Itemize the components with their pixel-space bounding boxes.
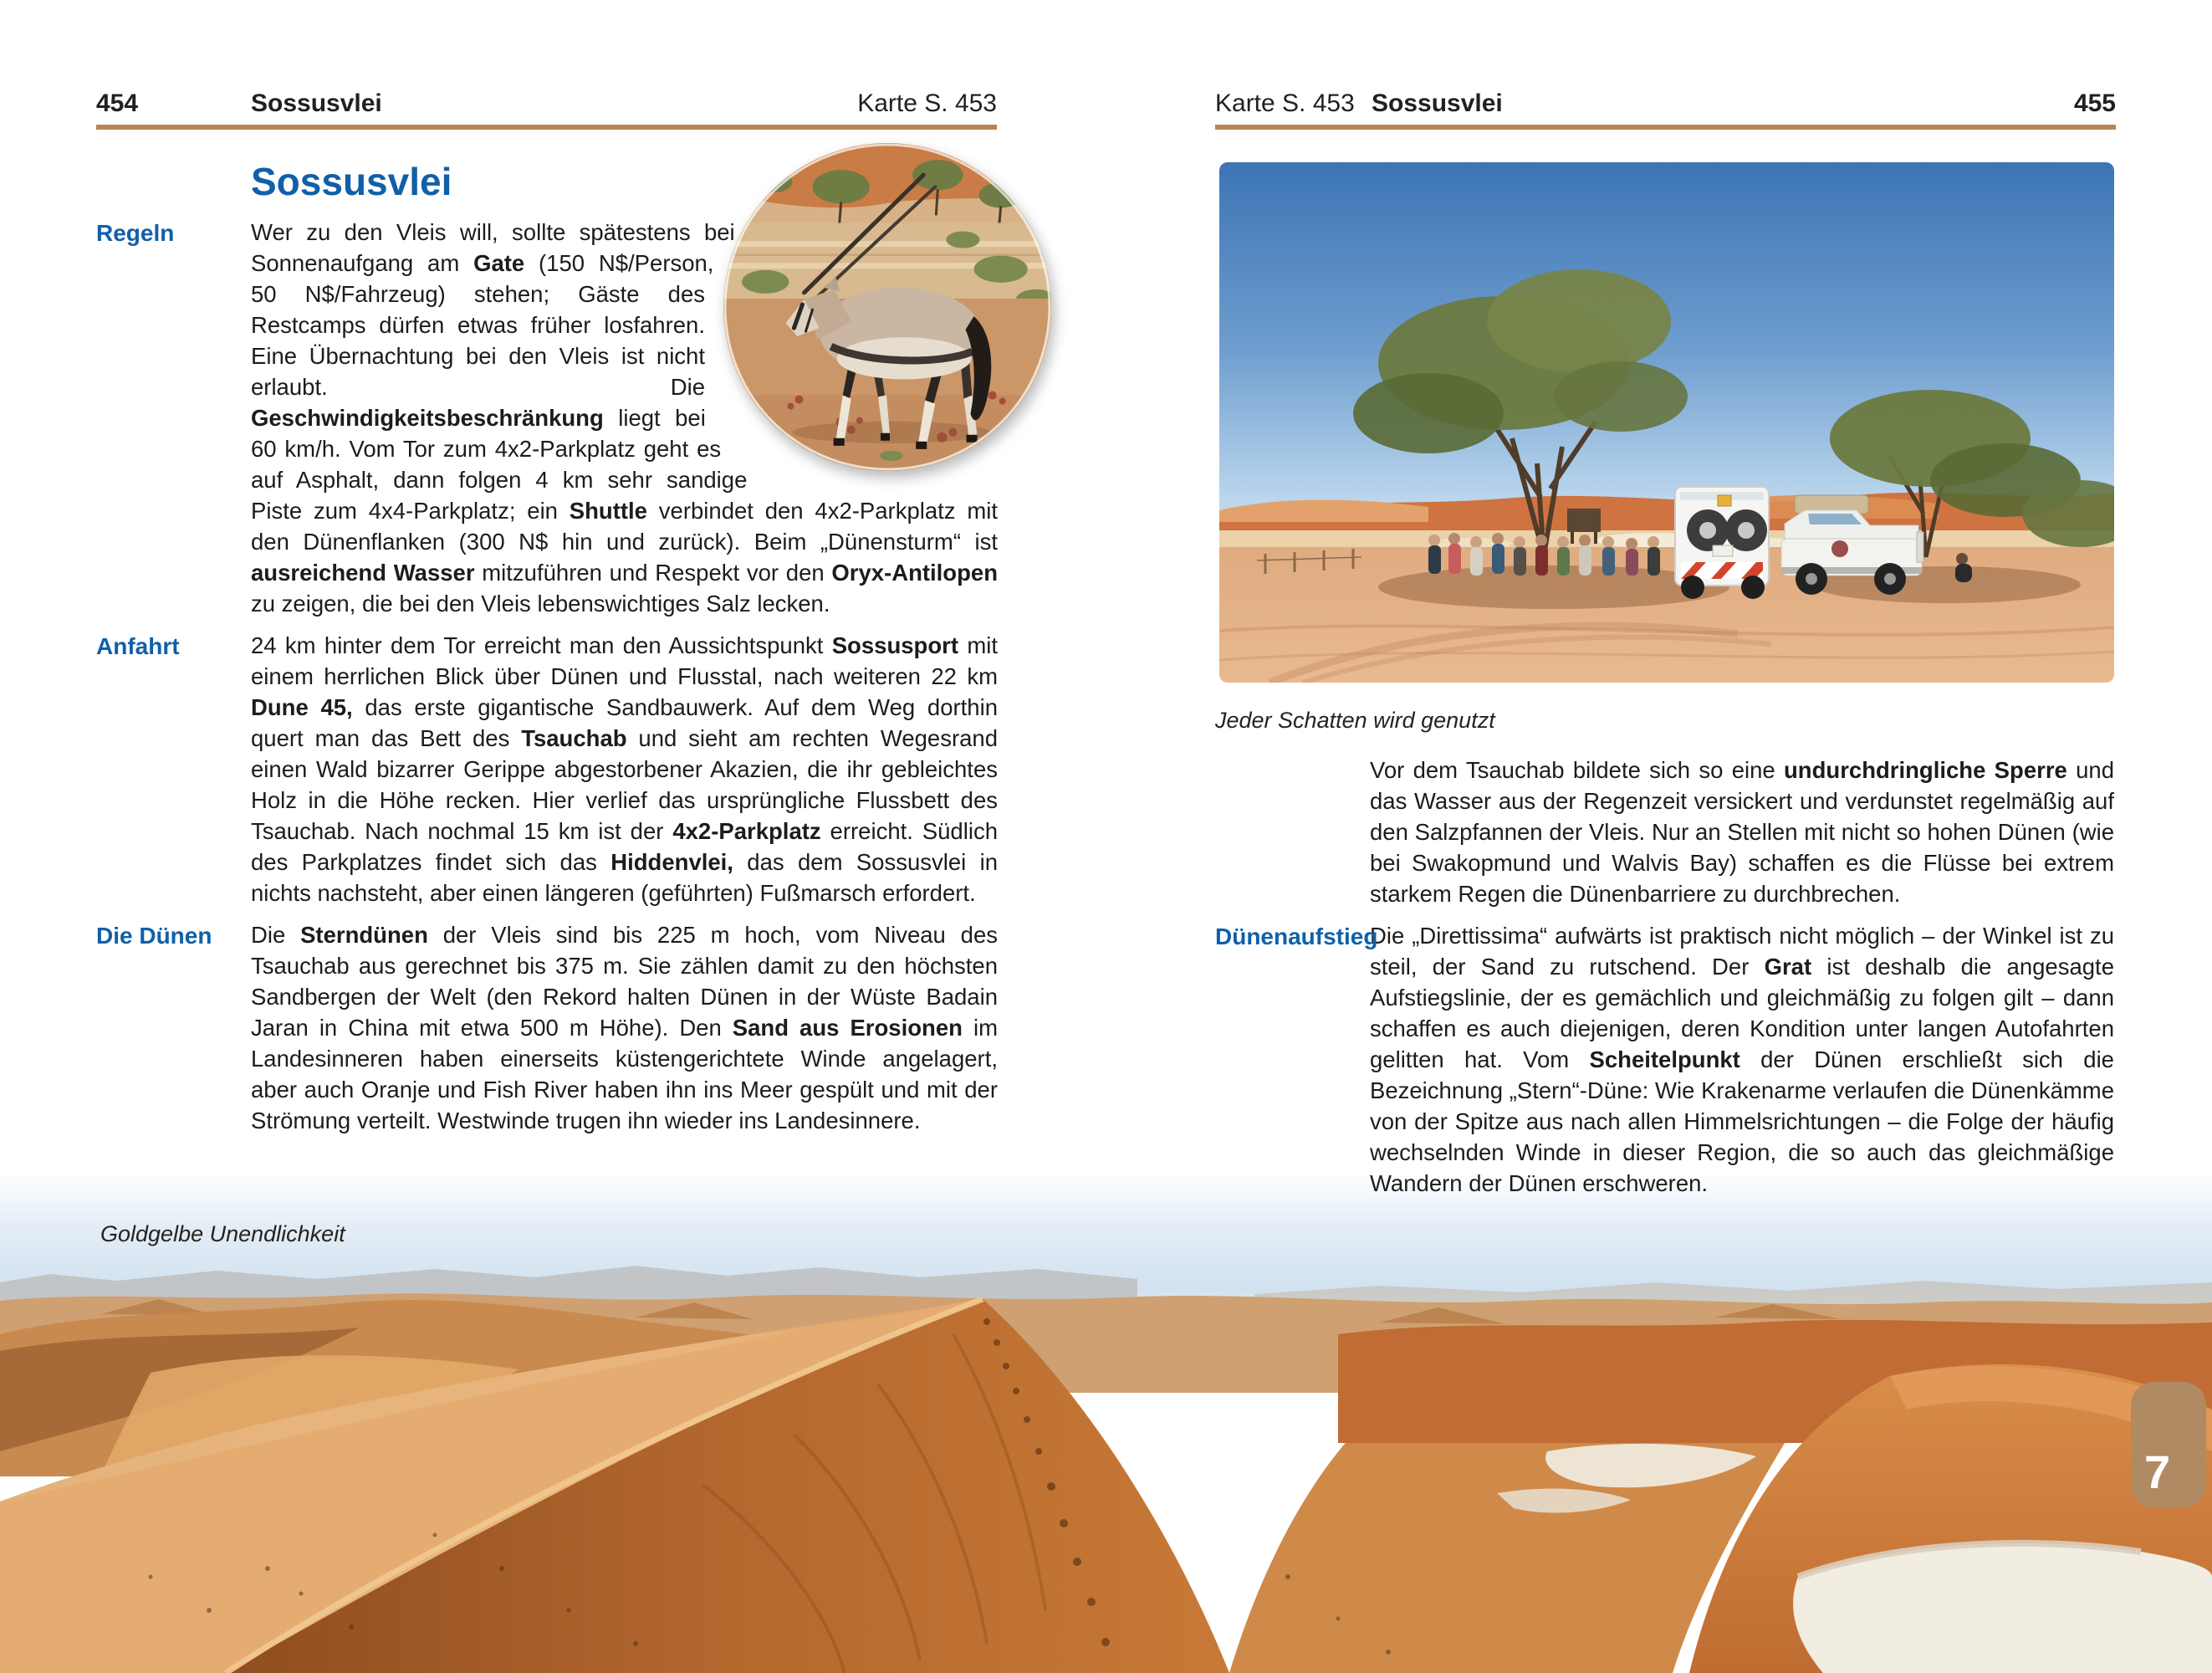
panorama-caption: Goldgelbe Unendlichkeit (100, 1221, 345, 1246)
section-die-duenen (96, 919, 998, 1136)
right-photo-caption: Jeder Schatten wird genutzt (1215, 708, 1495, 733)
paragraph-regeln: Wer zu den Vleis will, sollte spätestens bei Sonnenaufgang am Gate (150 N$/Person, 50 N$/Fahrzeug) stehen; Gäste des Restcamps dürfen etwas früher losfahren. Eine Übernachtung bei den Vleis ist nicht erlaubt. Die Geschwindigkeitsbeschränkung liegt bei 60 km/h. Vom Tor zum 4x2-Parkplatz geht es auf Asphalt, dann folgen 4 km sehr sandige Piste zum 4x4-Parkplatz; ein Shuttle verbindet den 4x2-Parkplatz mit den Dünenflanken (300 N$ hin und zurück). Beim „Dünensturm“ ist ausreichend Wasser mitzuführen und Respekt vor den Oryx-Antilopen zu zeigen, die bei den Vleis lebenswichtiges Salz lecken. (251, 217, 998, 619)
right-header-rule (1215, 125, 2116, 130)
paragraph-sperre: Vor dem Tsauchab bildete sich so eine undurchdringliche Sperre und das Wasser aus der Regenzeit versickert und verdunstet regelmäßig auf den Salzpfannen der Vleis. Nur an Stellen mit nicht so hohen Dünen (wie bei Swakopmund und Walvis Bay) schaffen es die Flüsse bei extrem starkem Regen die Dünenbarriere zu durchbrechen. (1370, 757, 2114, 907)
parking-shade-illustration (1219, 162, 2114, 683)
left-running-title: Sossusvlei (251, 90, 382, 117)
paragraph-die-duenen: Die Sterndünen der Vleis sind bis 225 m hoch, vom Niveau des Tsauchab aus gerechnet bis 375 m. Sie zählen damit zu den höchsten Sandbergen der Welt (den Rekord halten Dünen in der Wüste Badain Jaran in China mit etwa 500 m Höhe). Den Sand aus Erosionen im Landesinneren haben einerseits küstengerichtete Winde angelagert, aber auch Oranje und Fish River haben ihn ins Meer gespült und mit der Strömung verteilt. Westwinde trugen ihn wieder ins Landesinnere. (251, 921, 998, 1133)
left-header-rule (96, 125, 997, 130)
paragraph-anfahrt: 24 km hinter dem Tor erreicht man den Aussichtspunkt Sossusport mit einem herrlichen Blick über Dünen und Flusstal, nach weiteren 22 km Dune 45, das erste gigantische Sandbauwerk. Auf dem Weg dorthin quert man das Bett des Tsauchab und sieht am rechten Wegesrand einen Wald bizarrer Gerippe abgestorbener Akazien, die ihr gebleichtes Holz in die Höhe recken. Hier verlief das ursprüngliche Flussbett des Tsauchab. Nach nochmal 15 km ist der 4x2-Parkplatz erreicht. Südlich des Parkplatzes findet sich das Hiddenvlei, das dem Sossusvlei in nichts nachsteht, aber einen längeren (geführten) Fußmarsch erfordert. (251, 632, 999, 906)
right-page-number: 455 (2073, 90, 2116, 117)
section-duenenaufstieg (1215, 920, 2114, 1199)
left-page-number: 454 (96, 90, 139, 117)
section-anfahrt (96, 630, 999, 908)
left-map-ref: Karte S. 453 (857, 90, 997, 117)
right-map-ref: Karte S. 453 (1215, 90, 1355, 117)
side-label-duenenaufstieg: Dünenaufstieg (1215, 923, 1378, 949)
section-regeln (96, 217, 998, 619)
right-running-title: Sossusvlei (1372, 90, 1503, 117)
oryx-photo (723, 143, 1051, 471)
article-title: Sossusvlei (251, 160, 452, 203)
right-article-column (1215, 755, 2114, 1210)
left-article-column (96, 160, 999, 1147)
section-sperre (1370, 755, 2114, 909)
side-label-anfahrt: Anfahrt (96, 632, 180, 659)
side-label-regeln: Regeln (96, 219, 175, 246)
chapter-tab-number: 7 (2144, 1445, 2171, 1498)
dune-panorama-illustration (0, 1175, 2212, 1673)
side-label-die-duenen: Die Dünen (96, 922, 212, 949)
dune-panorama-photo (0, 1175, 2212, 1673)
oryx-illustration (723, 143, 1051, 471)
paragraph-duenenaufstieg: Die „Direttissima“ aufwärts ist praktisch nicht möglich – der Winkel ist zu steil, der Sand zu rutschend. Der Grat ist deshalb die angesagte Aufstiegslinie, der es gemächlich und gleichmäßig zu folgen gilt – dann schaffen es auch diejenigen, deren Kondition unter langen Autofahrten gelitten hat. Vom Scheitelpunkt der Dünen erschließt sich die Bezeichnung „Stern“-Düne: Wie Krakenarme verlaufen die Dünenkämme von der Spitze aus nach allen Himmelsrichtungen – die Folge der häufig wechselnden Winde in dieser Region, die so auch das gleichmäßige Wandern der Dünen erschweren. (1370, 923, 2114, 1196)
parking-shade-photo (1219, 162, 2114, 683)
chapter-tab (2131, 1382, 2206, 1507)
